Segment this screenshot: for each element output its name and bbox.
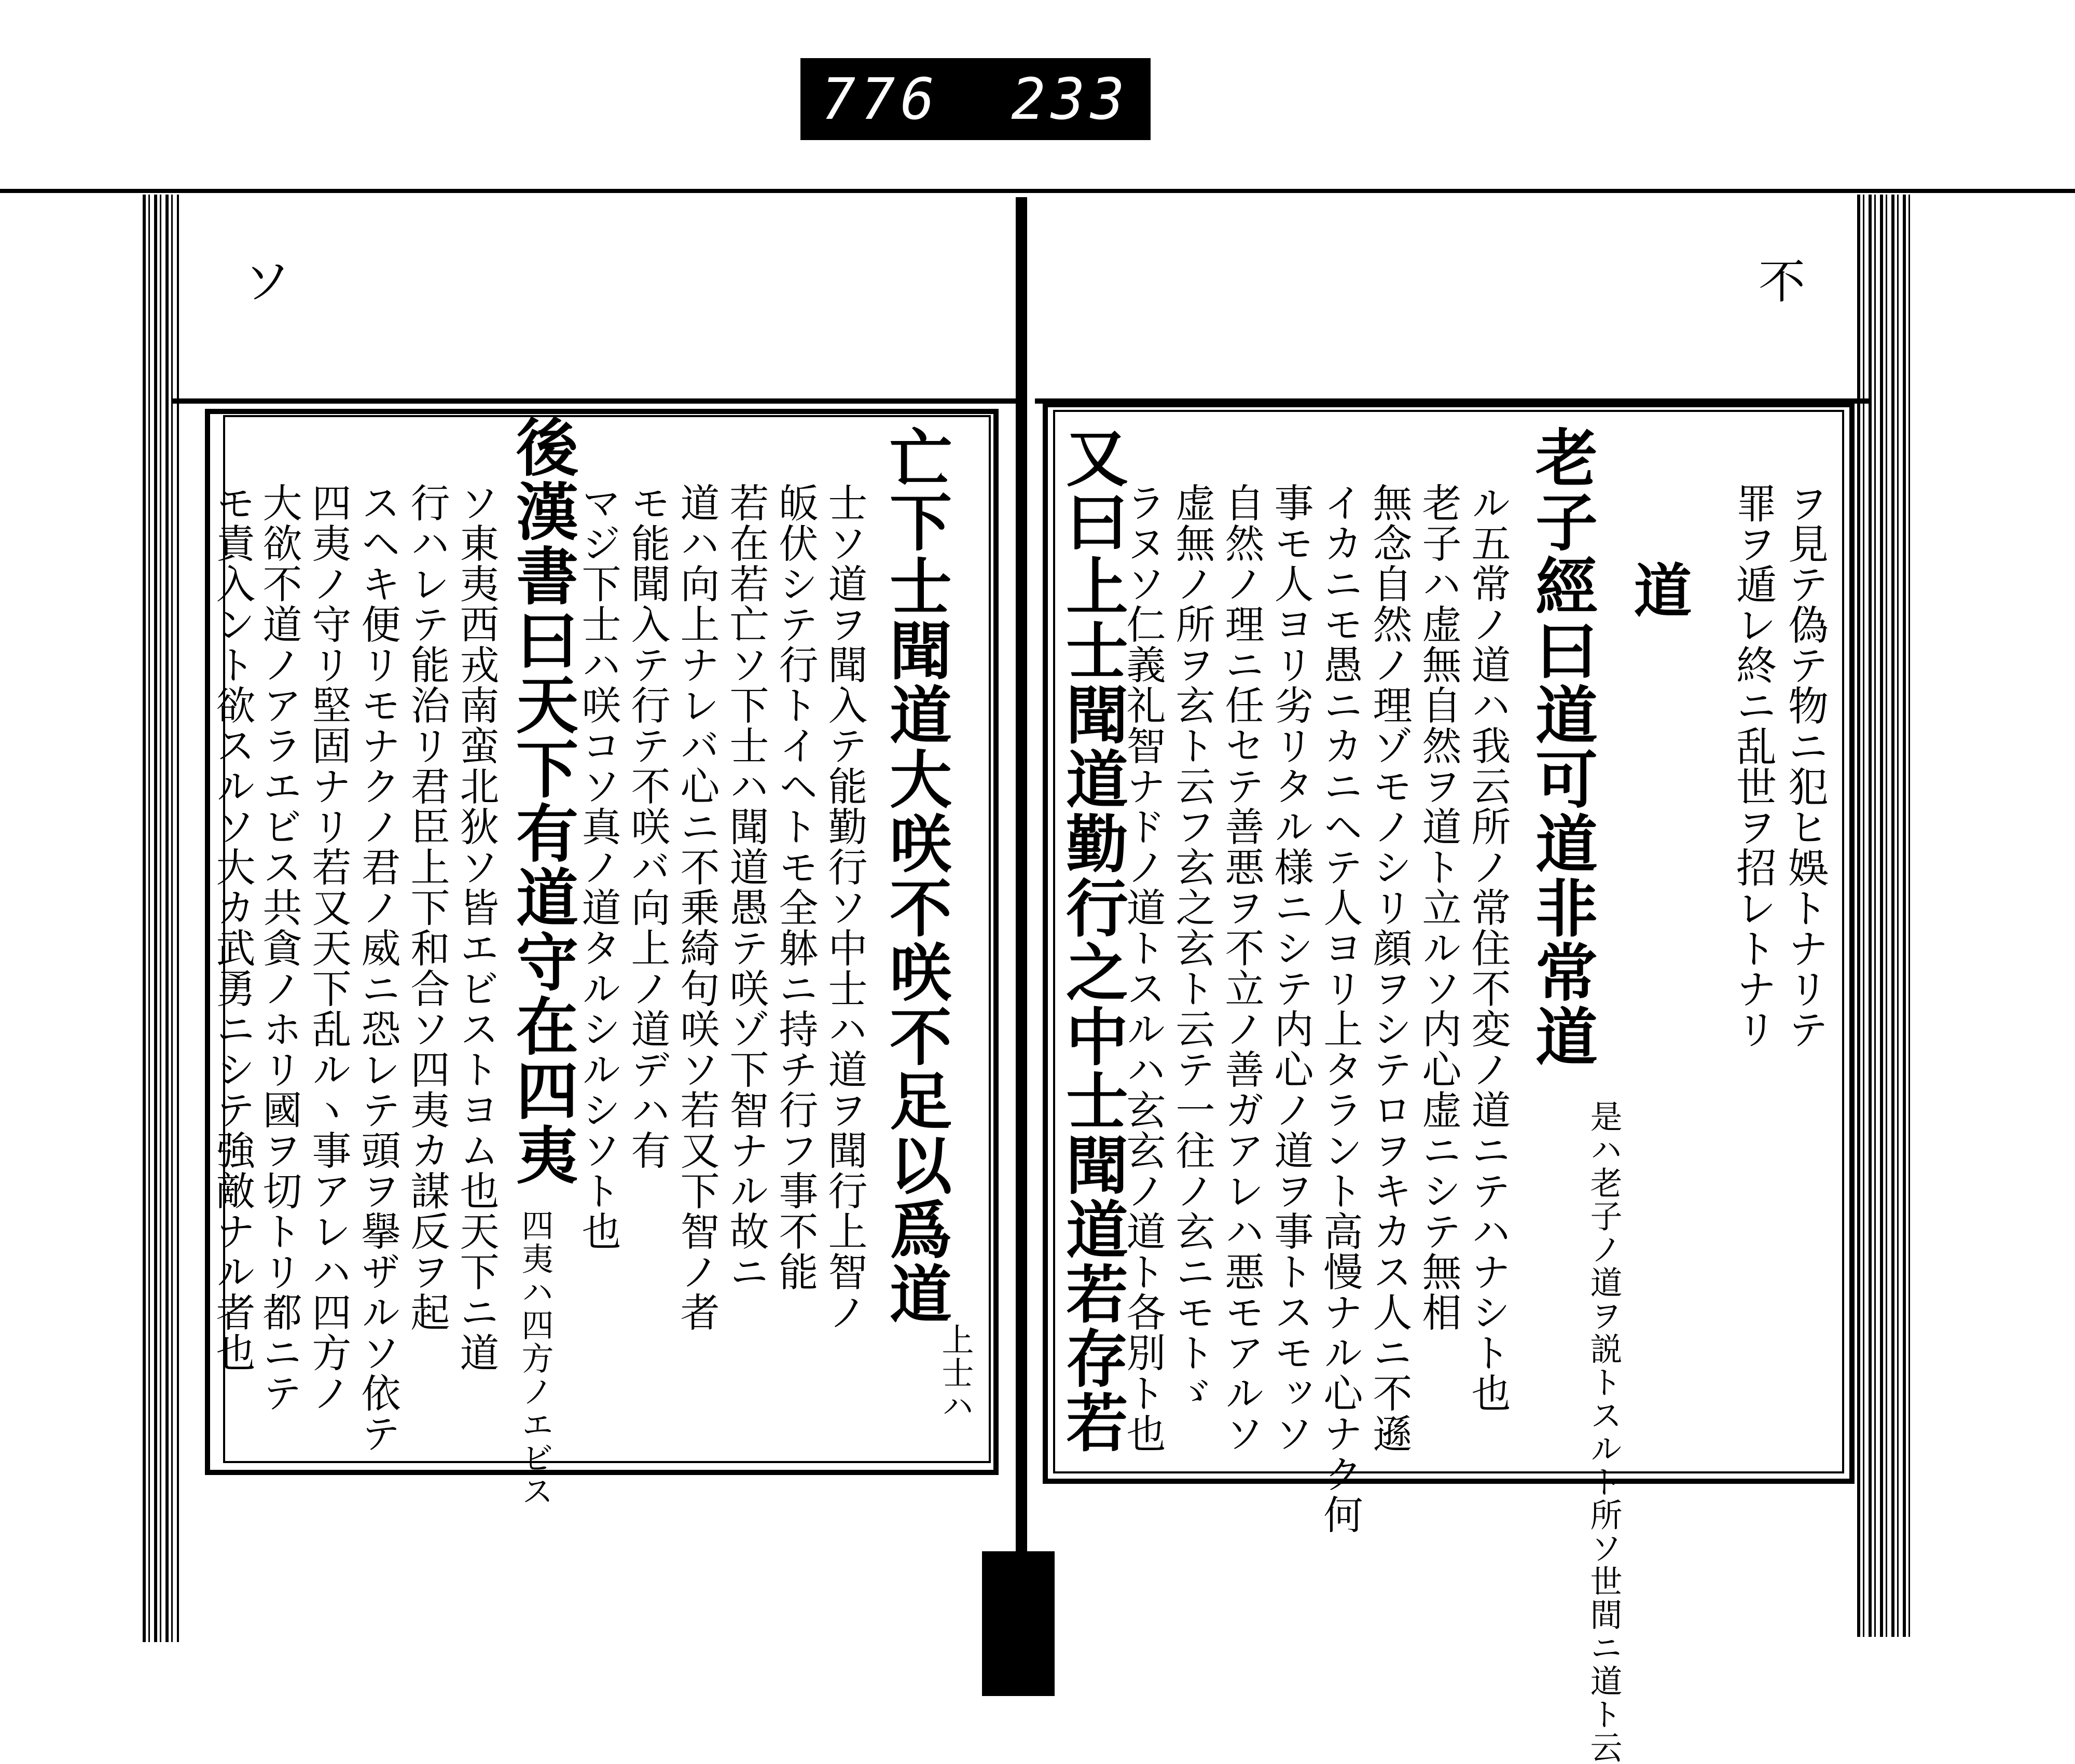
heading-column: 後漢書曰天下有道守在四夷 xyxy=(506,415,579,1187)
body-column: モ責入ント欲スルソ大カ武勇ニシテ強敵ナル者也 xyxy=(210,483,256,1373)
body-column: 皈伏シテ行トイヘトモ全躰ニ持チ行フ事不能 xyxy=(772,483,819,1292)
body-column: マジ下士ハ咲コソ真ノ道タルシルシソト也 xyxy=(575,483,621,1251)
right-page-edge xyxy=(1857,195,1914,1637)
binding-gutter-foot xyxy=(982,1551,1055,1696)
left-page-edge xyxy=(143,195,179,1642)
right-page-note-line: 罪ヲ遁レ終ニ乱世ヲ招レトナリ xyxy=(1730,483,1776,1049)
microfilm-number-right: 233 xyxy=(1011,66,1130,132)
body-column: 大欲不道ノアラエビス共貪ノホリ國ヲ切トリ都ニテ xyxy=(256,483,302,1413)
body-column: モ能聞入テ行テ不咲バ向上ノ道デハ有 xyxy=(625,483,671,1170)
margin-mark-top-right: 不 xyxy=(1759,255,1805,309)
body-column: 行ハレテ能治リ君臣上下和合ソ四夷カ謀反ヲ起 xyxy=(404,483,450,1332)
margin-mark-top-left: ソ xyxy=(244,255,290,309)
heading-column: 老子經曰道可道非常道 xyxy=(1525,425,1598,1069)
body-column: 道ハ向上ナレバ心ニ不乗綺句咲ソ若又下智ノ者 xyxy=(674,483,720,1332)
body-column: ル五常ノ道ハ我云所ノ常住不変ノ道ニテハナシト也 xyxy=(1465,483,1511,1413)
body-column: 無念自然ノ理ゾモノシリ顔ヲシテロヲキカス人ニ不遜 xyxy=(1366,483,1413,1454)
section-title: 道 xyxy=(1624,560,1692,618)
microfilm-label xyxy=(800,58,1151,140)
body-column: 老子ハ虚無自然ヲ道ト立ルソ内心虚ニシテ無相 xyxy=(1416,483,1462,1332)
top-rule xyxy=(0,189,2075,193)
heading-column: 亡下士聞道大咲不咲不足以爲道 xyxy=(879,425,952,1326)
microfilm-number-left: 776 xyxy=(821,66,940,132)
inline-gloss: 是ハ老子ノ道ヲ説トスルト所ソ世間ニ道ト云 xyxy=(1585,1100,1623,1764)
body-column: スヘキ便リモナクノ君ノ威ニ恐レテ頭ヲ擧ザルソ依テ xyxy=(355,483,401,1454)
body-column: 事モ人ヨリ劣リタル様ニシテ内心ノ道ヲ事トスモッソ xyxy=(1268,483,1314,1454)
inline-gloss: 四夷ハ四方ノエビス xyxy=(516,1209,554,1508)
body-column: 士ソ道ヲ聞入テ能勤行ソ中士ハ道ヲ聞行上智ノ xyxy=(822,483,868,1332)
right-page-note-line: ヲ見テ偽テ物ニ犯ヒ娛トナリテ xyxy=(1781,483,1828,1049)
body-column: 虚無ノ所ヲ玄ト云フ玄之玄ト云テ一往ノ玄ニモトゞ xyxy=(1169,483,1215,1413)
left-page-top-rule xyxy=(171,398,1017,404)
body-column: 自然ノ理ニ任セテ善悪ヲ不立ノ善ガアレハ悪モアルソ xyxy=(1219,483,1265,1454)
inline-gloss: 上士ハ xyxy=(936,1323,974,1423)
body-column: 四夷ノ守リ堅固ナリ若又天下乱ルヽ事アレハ四方ノ xyxy=(306,483,352,1413)
body-column: ラヌソ仁義礼智ナドノ道トスルハ玄玄ノ道ト各別ト也 xyxy=(1120,483,1166,1454)
body-column: 若在若亡ソ下士ハ聞道愚テ咲ゾ下智ナル故ニ xyxy=(723,483,769,1292)
body-column: ソ東夷西戎南蛮北狄ソ皆エビストヨム也天下ニ道 xyxy=(453,483,500,1373)
body-column: イカニモ愚ニカニヘテ人ヨリ上タラント高慢ナル心ナク何 xyxy=(1317,483,1363,1535)
heading-column: 又曰上士聞道勤行之中士聞道若存若 xyxy=(1056,425,1129,1455)
binding-gutter xyxy=(1016,197,1027,1572)
